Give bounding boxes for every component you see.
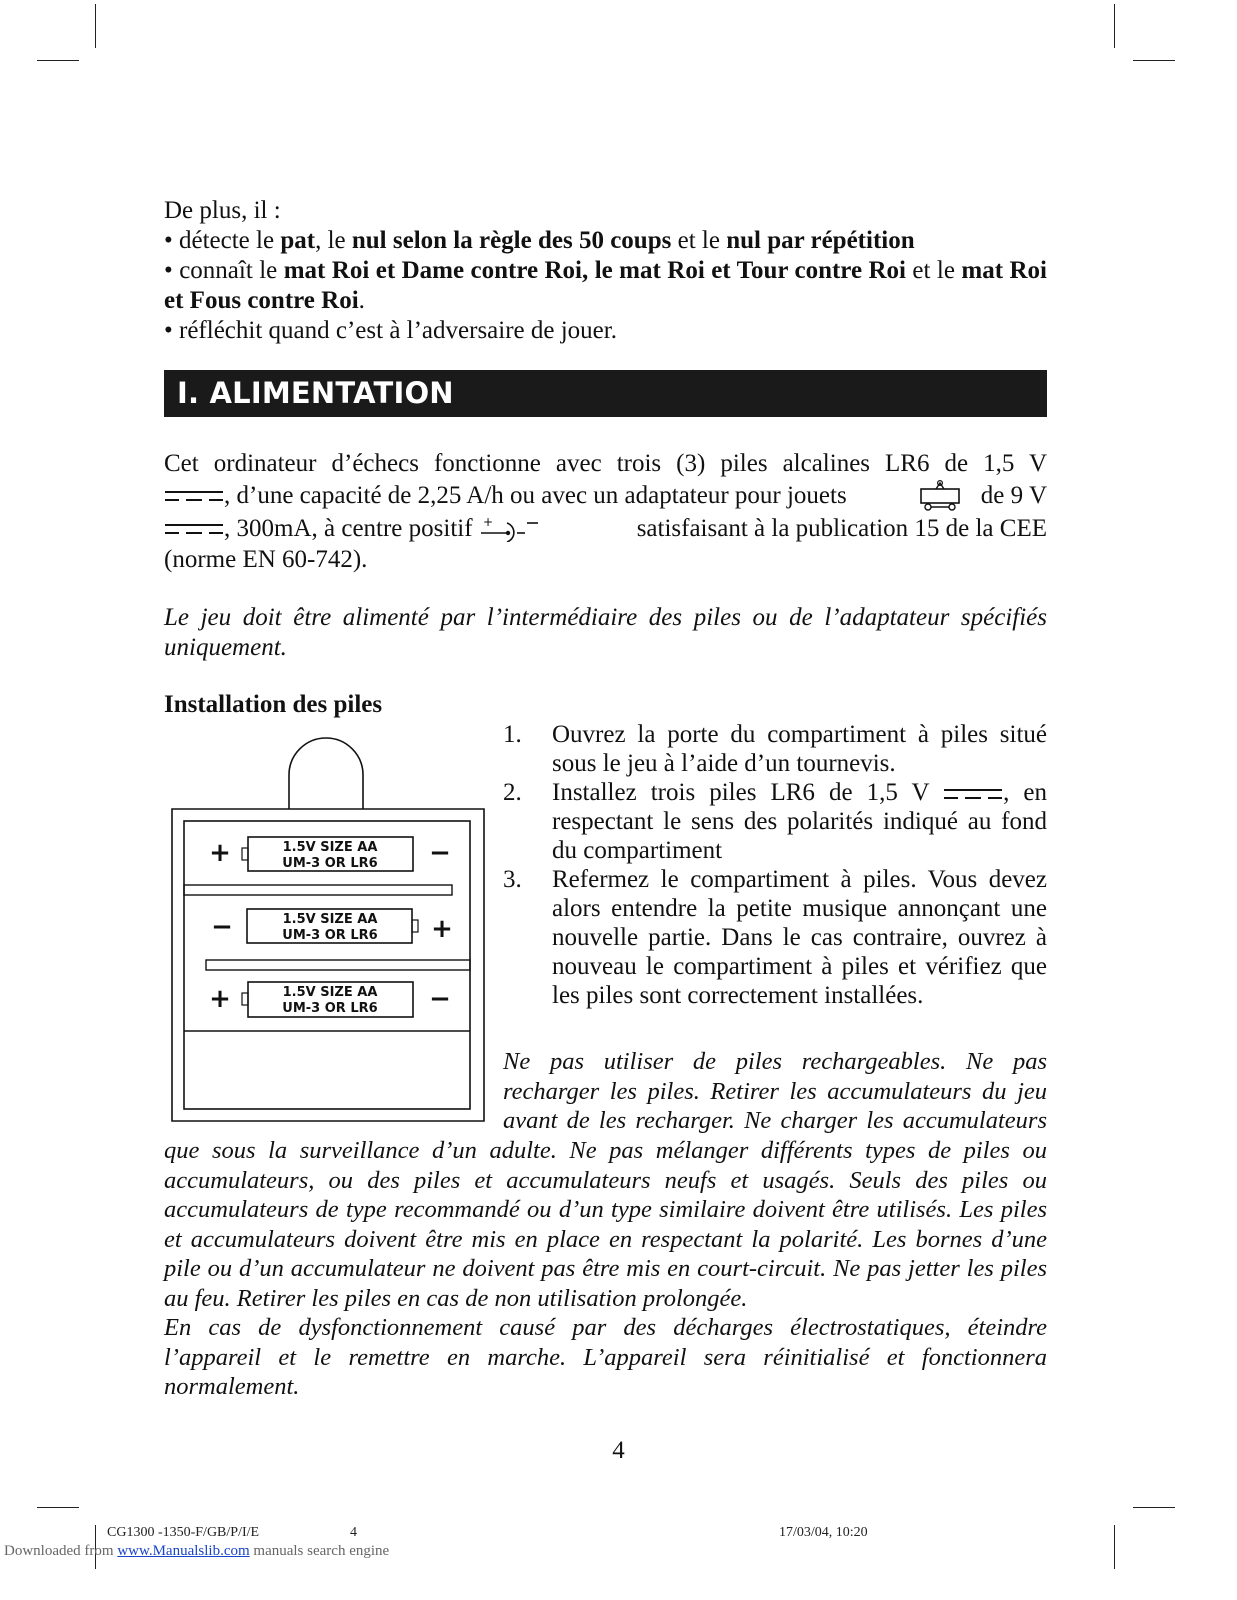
separator-bar <box>206 960 470 970</box>
install-steps <box>503 720 1047 1010</box>
battery-2-label-1: 1.5V SIZE AA <box>282 912 378 927</box>
power-line-4: (norme EN 60-742). <box>164 546 368 573</box>
power-note-text: Le jeu doit être alimenté par l’intermédiaire des piles ou de l’adaptateur spécifiés uniquement. <box>164 604 1047 661</box>
crop-mark <box>1133 60 1175 61</box>
plus-sign: + <box>431 914 453 944</box>
page-number: 4 <box>612 1437 625 1464</box>
step-text: Refermez le compartiment à piles. Vous devez alors entendre la petite musique annonçant une nouvelle partie. Dans le cas contraire, ouvrez à nouveau le compartiment à piles et vérifiez que les piles sont correctement installées. <box>552 866 1047 1009</box>
battery-warning-top <box>503 1047 1047 1136</box>
power-line-1: Cet ordinateur d’échecs fonctionne avec trois (3) piles alcalines LR6 de 1,5 V <box>164 450 1047 477</box>
battery-2-label-2: UM-3 OR LR6 <box>282 928 378 943</box>
power-note <box>164 603 1047 663</box>
center-positive-polarity-icon <box>481 516 541 542</box>
download-suffix: manuals search engine <box>249 1543 390 1559</box>
battery-3-label-1: 1.5V SIZE AA <box>282 985 378 1000</box>
crop-mark <box>37 1507 79 1508</box>
step-text-part: , en respectant le sens des polarités indiqué au fond du compartiment <box>552 779 1047 864</box>
step-text-part: Installez trois piles LR6 de 1,5 V <box>552 779 930 806</box>
install-step-1 <box>503 720 1047 778</box>
svg-text:+: + <box>482 516 493 529</box>
crop-mark <box>95 4 96 48</box>
footer-date: 17/03/04, 10:20 <box>779 1525 868 1540</box>
battery-3-label-2: UM-3 OR LR6 <box>282 1001 378 1016</box>
step-text: Ouvrez la porte du compartiment à piles situé sous le jeu à l’aide d’un tournevis. <box>552 721 1047 777</box>
battery-1-label-2: UM-3 OR LR6 <box>282 856 378 871</box>
warning-line: recharger les piles. Retirer les accumulateurs du jeu <box>503 1077 1047 1105</box>
power-line-3 <box>164 513 1047 545</box>
warning-text: que sous la surveillance d’un adulte. Ne pas mélanger différents types de piles ou accumulateurs, ou des piles et accumulateurs neufs et usagés. Seuls des piles ou accumulateurs de type recommandé ou d’un type similaire doivent être utilisés. Les piles et accumulateurs doivent être mis en place en respectant la polarité. Les bornes d’une pile ou d’un accumulateur ne doivent pas être mis en court-circuit. Ne pas jetter les piles au feu. Retirer les piles en cas de non utilisation prolongée. <box>164 1137 1047 1312</box>
compartment-tab <box>289 738 363 809</box>
crop-mark <box>1133 1507 1175 1508</box>
dc-symbol-icon <box>943 787 1003 801</box>
install-step-3 <box>503 865 1047 1010</box>
download-credit <box>4 1543 389 1560</box>
install-heading: Installation des piles <box>164 691 383 718</box>
separator-bar <box>184 885 452 895</box>
intro-line: De plus, il : <box>164 197 281 224</box>
voltage-text: de 9 V <box>980 482 1047 509</box>
minus-sign: − <box>429 984 451 1014</box>
battery-compartment-diagram <box>164 737 492 1123</box>
battery-warning-bottom <box>164 1136 1047 1402</box>
feature-bullet-3: • réfléchit quand c’est à l’adversaire de jouer. <box>164 317 617 344</box>
intro-block <box>164 196 1047 346</box>
power-text: , 300mA, à centre positif <box>224 515 473 542</box>
warning-line: Ne pas utiliser de piles rechargeables. Ne pas <box>503 1048 1047 1075</box>
manualslib-link[interactable]: www.Manualslib.com <box>117 1543 250 1559</box>
esd-warning-text: En cas de dysfonctionnement causé par des décharges électrostatiques, éteindre l’appareil et le remettre en marche. L’appareil sera réinitialisé et fonctionnera normalement. <box>164 1314 1047 1400</box>
plus-sign: + <box>209 984 231 1014</box>
feature-bullet-1: • détecte le pat, le nul selon la règle des 50 coups et le nul par répétition <box>164 227 915 254</box>
section-heading: I. ALIMENTATION <box>164 370 1047 417</box>
battery-1-terminal <box>242 848 248 860</box>
battery-1-label-1: 1.5V SIZE AA <box>282 840 378 855</box>
warning-line: avant de les recharger. Ne charger les accumulateurs <box>503 1107 1047 1134</box>
install-heading-wrap <box>164 690 1047 720</box>
step-number: 2. <box>503 779 522 806</box>
footer-reference: CG1300 -1350-F/GB/P/I/E <box>107 1525 260 1540</box>
power-text: , d’une capacité de 2,25 A/h ou avec un adaptateur pour jouets <box>224 482 847 509</box>
minus-sign: − <box>429 838 451 868</box>
power-line-2 <box>164 479 1047 513</box>
power-text: satisfaisant à la publication 15 de la CEE <box>636 515 1047 542</box>
feature-bullet-2: • connaît le mat Roi et Dame contre Roi, le mat Roi et Tour contre Roi et le mat Roi et Fous contre Roi. <box>164 257 1047 314</box>
minus-sign: − <box>211 912 233 942</box>
step-number: 3. <box>503 866 522 893</box>
crop-mark <box>1114 1525 1115 1569</box>
plus-sign: + <box>209 838 231 868</box>
battery-2-terminal <box>412 920 418 932</box>
step-number: 1. <box>503 721 522 748</box>
install-step-2 <box>503 778 1047 865</box>
power-paragraph <box>164 449 1047 575</box>
step-text <box>552 778 1047 865</box>
dc-symbol-icon <box>164 489 224 503</box>
battery-3-terminal <box>242 993 248 1005</box>
transformer-icon <box>917 479 963 513</box>
footer-page: 4 <box>350 1525 357 1540</box>
crop-mark <box>1114 4 1115 48</box>
crop-mark <box>37 60 79 61</box>
download-prefix: Downloaded from <box>4 1543 118 1559</box>
dc-symbol-icon <box>164 522 224 536</box>
